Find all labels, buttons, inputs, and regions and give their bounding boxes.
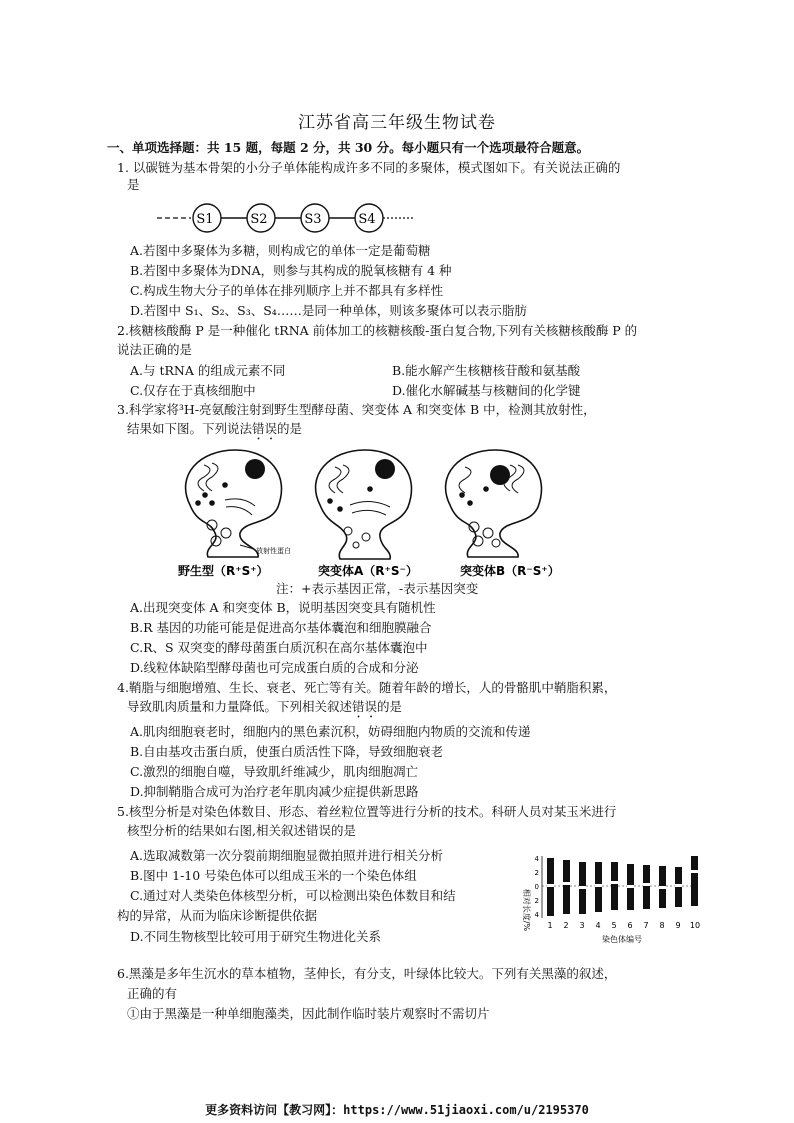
q1-stem: 1. 以碳链为基本骨架的小分子单体能构成许多不同的多聚体，模式图如下。有关说法正确的: [117, 160, 621, 175]
footer-link[interactable]: 更多资料访问【教习网】：https://www.51jiaoxi.com/u/2195370: [205, 1103, 589, 1117]
label-mutant-b: 突变体B（R⁻S⁺）: [460, 564, 560, 578]
q1-option-d: D.若图中 S₁、S₂、S₃、S₄……是同一种单体，则该多聚体可以表示脂肪: [130, 303, 527, 318]
svg-text:7: 7: [643, 921, 649, 930]
q3-stem-cont: 结果如下图。下列说法错误的是: [127, 421, 303, 436]
q5-option-b: B.图中 1-10 号染色体可以组成玉米的一个染色体组: [130, 868, 417, 883]
cell-wild-type: [186, 450, 282, 557]
polymer-chain-diagram: [155, 200, 415, 236]
q3-stem: 3.科学家将³H-亮氨酸注射到野生型酵母菌、突变体 A 和突变体 B 中，检测其放射性，: [117, 402, 596, 417]
yeast-cell-diagram: [170, 445, 580, 580]
q4-option-d: D.抑制鞘脂合成可为治疗老年肌肉减少症提供新思路: [130, 784, 419, 799]
page-title: 江苏省高三年级生物试卷: [298, 113, 496, 133]
q4-option-c: C.激烈的细胞自噬，导致肌纤维减少，肌肉细胞凋亡: [130, 764, 419, 779]
svg-text:10: 10: [689, 921, 701, 930]
chain-s3: S3: [304, 212, 322, 227]
q3-figure-note: 注：+表示基因正常，-表示基因突变: [276, 581, 479, 596]
q6-stem: 6.黑藻是多年生沉水的草本植物，茎伸长，有分支，叶绿体比较大。下列有关黑藻的叙述，: [117, 966, 617, 981]
q5-option-c: C.通过对人类染色体核型分析，可以检测出染色体数目和结: [130, 888, 456, 903]
q4-option-a: A.肌肉细胞衰老时，细胞内的黑色素沉积，妨碍细胞内物质的交流和传递: [130, 724, 531, 739]
karyotype-ylabel: 相对长度/%: [522, 888, 531, 932]
q3-option-b: B.R 基因的功能可能是促进高尔基体囊泡和细胞膜融合: [130, 620, 432, 635]
q3-option-a: A.出现突变体 A 和突变体 B，说明基因突变具有随机性: [130, 600, 436, 615]
karyotype-xlabel: 染色体编号: [602, 935, 642, 944]
q2-option-b: B.能水解产生核糖核苷酸和氨基酸: [392, 363, 581, 378]
q5-stem: 5.核型分析是对染色体数目、形态、着丝粒位置等进行分析的技术。科研人员对某玉米进行: [117, 804, 617, 819]
svg-text:6: 6: [627, 921, 633, 930]
label-wild-type: 野生型（R⁺S⁺）: [178, 564, 269, 578]
q1-stem-cont: 是: [127, 177, 140, 192]
svg-text:4: 4: [534, 911, 539, 919]
q4-option-b: B.自由基攻击蛋白质，使蛋白质活性下降，导致细胞衰老: [130, 744, 444, 759]
q3-option-d: D.线粒体缺陷型酵母菌也可完成蛋白质的合成和分泌: [130, 660, 419, 675]
karyotype-yticks: [535, 855, 540, 919]
q5-option-a: A.选取减数第一次分裂前期细胞显微拍照并进行相关分析: [130, 848, 444, 863]
label-radioactive-protein: 放射性蛋白: [256, 547, 291, 555]
svg-text:4: 4: [534, 855, 539, 863]
karyotype-xticks: [547, 921, 700, 930]
svg-text:2: 2: [534, 869, 539, 877]
chain-s4: S4: [358, 212, 376, 227]
q6-stem-cont: 正确的有: [127, 986, 178, 1001]
svg-text:0: 0: [534, 883, 539, 891]
q3-option-c: C.R、S 双突变的酵母菌蛋白质沉积在高尔基体囊泡中: [130, 640, 428, 655]
q4-stem-cont: 导致肌肉质量和力量降低。下列相关叙述错误的是: [127, 699, 403, 714]
svg-text:2: 2: [563, 921, 569, 930]
q4-stem: 4.鞘脂与细胞增殖、生长、衰老、死亡等有关。随着年龄的增长，人的骨骼肌中鞘脂积累，: [117, 680, 617, 695]
q1-option-c: C.构成生物大分子的单体在排列顺序上并不都具有多样性: [130, 283, 444, 298]
q5-option-c-cont: 构的异常，从而为临床诊断提供依据: [117, 908, 318, 923]
svg-text:4: 4: [595, 921, 601, 930]
svg-text:8: 8: [659, 921, 665, 930]
q2-stem-cont: 说法正确的是: [117, 342, 193, 357]
svg-text:2: 2: [534, 897, 539, 905]
q5-stem-cont: 核型分析的结果如右图,相关叙述错误的是: [127, 823, 356, 838]
chain-s1: S1: [196, 212, 214, 227]
svg-text:1: 1: [547, 921, 553, 930]
svg-text:5: 5: [611, 921, 617, 930]
q6-item-1: ①由于黑藻是一种单细胞藻类，因此制作临时装片观察时不需切片: [127, 1006, 490, 1021]
svg-text:9: 9: [675, 921, 681, 930]
q2-option-d: D.催化水解碱基与核糖间的化学键: [392, 383, 581, 398]
chain-s2: S2: [250, 212, 268, 227]
karyotype-chart: [512, 848, 712, 948]
q2-option-a: A.与 tRNA 的组成元素不同: [130, 363, 286, 378]
section-heading: 一、单项选择题：共 15 题，每题 2 分，共 30 分。每小题只有一个选项最符合题意。: [107, 140, 590, 155]
svg-text:3: 3: [579, 921, 585, 930]
q1-option-b: B.若图中多聚体为DNA，则参与其构成的脱氧核糖有 4 种: [130, 263, 452, 278]
q2-stem: 2.核糖核酸酶 P 是一种催化 tRNA 前体加工的核糖核酸-蛋白复合物,下列有关核糖核酸酶 P 的: [117, 323, 638, 338]
label-mutant-a: 突变体A（R⁺S⁻）: [318, 564, 418, 578]
cell-mutant-a: [316, 450, 412, 559]
q1-option-a: A.若图中多聚体为多糖，则构成它的单体一定是葡萄糖: [130, 243, 431, 258]
q5-option-d: D.不同生物核型比较可用于研究生物进化关系: [130, 929, 382, 944]
q2-option-c: C.仅存在于真核细胞中: [130, 383, 256, 398]
cell-mutant-b: [446, 450, 542, 557]
